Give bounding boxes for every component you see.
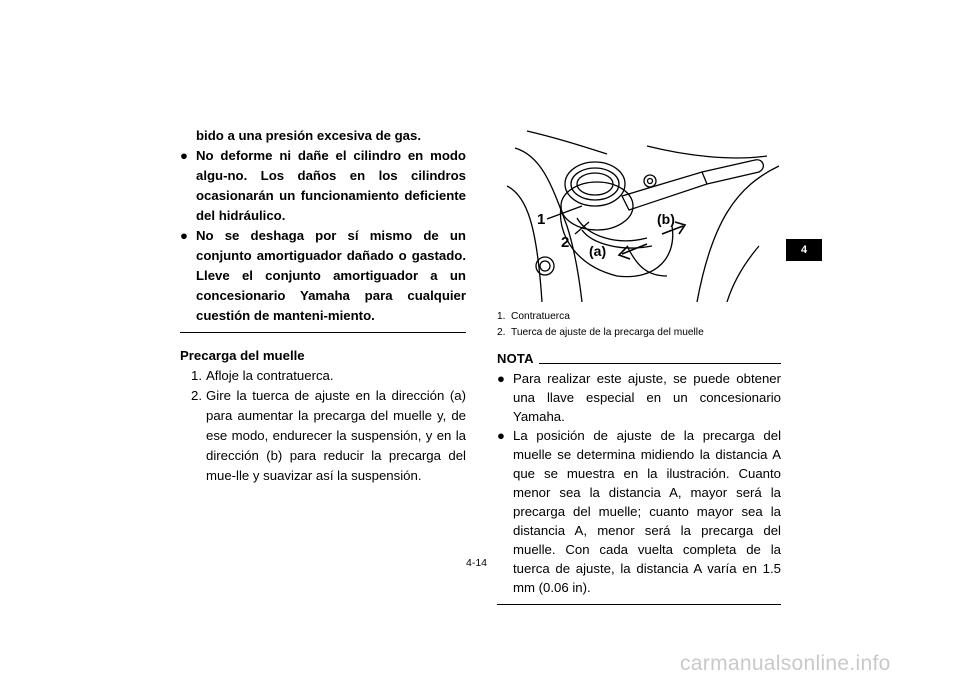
step-item: [180, 386, 466, 486]
figure-captions: [497, 309, 781, 341]
nota-bullet-text: La posición de ajuste de la precarga del muelle se determina midiendo la distancia A que se muestra en la ilustración. Cuanto menor sea la distancia A, mayor será la precarga del muelle; cuanto mayor sea la distancia A, menor será la precarga del muelle. Con cada vuelta completa de la tuerca de ajuste, la distancia A varía en 1.5 mm (0.06 in).: [513, 428, 781, 595]
warning-bullet: [180, 226, 466, 326]
nota-bullet: [497, 369, 781, 426]
nota-heading: [497, 351, 781, 369]
step-item: [180, 366, 466, 386]
caption-item: [497, 325, 781, 341]
step-number: 2.: [191, 388, 202, 403]
shock-absorber-illustration: [497, 126, 779, 302]
nota-end-rule: [497, 604, 781, 605]
nota-body: [497, 369, 781, 597]
warning-bullet-text: No deforme ni dañe el cilindro en modo algu-no. Los daños en los cilindros ocasionarán un funcionamiento deficiente del hidráulico.: [196, 148, 466, 223]
caption-number: 2.: [497, 327, 506, 338]
section-title: Precarga del muelle: [180, 348, 305, 363]
nota-bullet: [497, 426, 781, 597]
bullet-icon: ●: [180, 148, 188, 163]
nota-rule: [539, 363, 781, 364]
caption-text: Tuerca de ajuste de la precarga del muelle: [511, 327, 704, 338]
left-column: [180, 126, 466, 486]
nota-bullet-text: Para realizar este ajuste, se puede obtener una llave especial en un concesionario Yamaha.: [513, 371, 781, 424]
step-number: 1.: [191, 368, 202, 383]
callout-a: (a): [589, 243, 607, 259]
warning-end-rule: [180, 332, 466, 333]
watermark: carmanualsonline.info: [680, 652, 891, 675]
bullet-icon: ●: [497, 428, 505, 443]
caption-number: 1.: [497, 311, 506, 322]
page-number: 4-14: [466, 557, 488, 569]
caption-text: Contratuerca: [511, 311, 570, 322]
bullet-icon: ●: [497, 371, 505, 386]
warning-continuation: bido a una presión excesiva de gas.: [196, 128, 422, 143]
callout-b: (b): [657, 211, 675, 227]
bullet-icon: ●: [180, 228, 188, 243]
step-text: Afloje la contratuerca.: [206, 368, 334, 383]
chapter-tab: 4: [786, 239, 822, 261]
warning-bullet: [180, 146, 466, 226]
step-text: Gire la tuerca de ajuste en la dirección (a) para aumentar la precarga del muelle y, de ese modo, endurecer la suspensión, y en la dirección (b) para reducir la precarga del mue-lle y suavizar así la suspensión.: [206, 388, 466, 483]
caption-item: [497, 309, 781, 325]
nota-label: NOTA: [497, 351, 534, 366]
callout-1: 1: [537, 211, 546, 228]
warning-bullet-text: No se deshaga por sí mismo de un conjunto amortiguador dañado o gastado. Lleve el conjunto amortiguador a un concesionario Yamaha para cualquier cuestión de manteni-miento.: [196, 228, 466, 323]
right-column: [497, 126, 781, 605]
callout-2: 2: [561, 234, 570, 251]
